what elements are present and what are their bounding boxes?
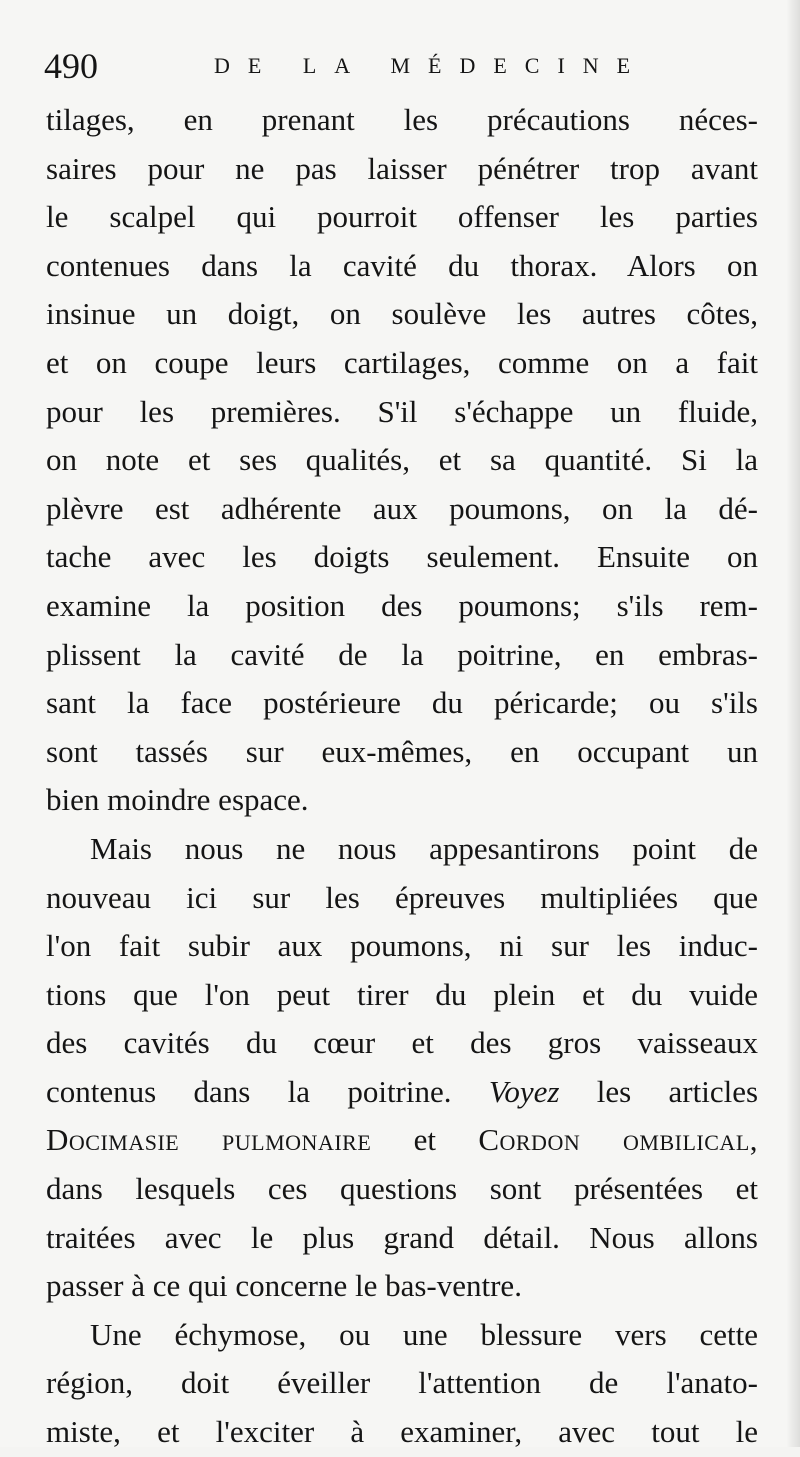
italic-word: Voyez: [488, 1073, 560, 1109]
text-line: tions que l'on peut tirer du plein et du vuide: [46, 976, 758, 1012]
text-line: le scalpel qui pourroit offenser les parties: [46, 199, 758, 235]
text-line: l'on fait subir aux poumons, ni sur les induc-: [46, 928, 758, 964]
text-line: on note et ses qualités, et sa quantité. Si la: [46, 442, 758, 478]
text-line: plèvre est adhérente aux poumons, on la dé-: [46, 490, 758, 526]
text-line-with-small-caps: [46, 1116, 758, 1165]
text-line: et on coupe leurs cartilages, comme on a fait: [46, 344, 758, 380]
text-line: tache avec les doigts seulement. Ensuite on: [46, 539, 758, 575]
text-line: contenues dans la cavité du thorax. Alors on: [46, 247, 758, 283]
body-text: [46, 96, 758, 1457]
text-segment: contenus dans la poitrine.: [46, 1073, 452, 1109]
text-line: insinue un doigt, on soulève les autres côtes,: [46, 296, 758, 332]
text-line: des cavités du cœur et des gros vaisseaux: [46, 1025, 758, 1061]
text-line: traitées avec le plus grand détail. Nous allons: [46, 1219, 758, 1255]
text-line: nouveau ici sur les épreuves multipliées que: [46, 879, 758, 915]
text-line: dans lesquels ces questions sont présentées et: [46, 1171, 758, 1207]
text-line: examine la position des poumons; s'ils rem-: [46, 587, 758, 623]
text-line: Une échymose, ou une blessure vers cette: [90, 1316, 758, 1352]
text-line: pour les premières. S'il s'échappe un fluide,: [46, 393, 758, 429]
small-caps-term: Docimasie pulmonaire: [46, 1122, 372, 1158]
text-line-with-italic: [46, 1068, 758, 1117]
text-line: saires pour ne pas laisser pénétrer trop avant: [46, 150, 758, 186]
text-line: tilages, en prenant les précautions néces-: [46, 102, 758, 137]
text-line: sont tassés sur eux-mêmes, en occupant un: [46, 733, 758, 769]
text-line: Mais nous ne nous appesantirons point de: [90, 830, 758, 866]
text-line: bien moindre espace.: [46, 782, 309, 818]
text-segment: et: [413, 1122, 436, 1158]
text-line: plissent la cavité de la poitrine, en embras-: [46, 636, 758, 672]
text-line: région, doit éveiller l'attention de l'anato-: [46, 1365, 758, 1401]
small-caps-term: Cordon ombilical,: [478, 1122, 759, 1158]
text-segment: les articles: [596, 1073, 759, 1109]
page-header: [44, 44, 774, 88]
page-edge-shadow: [786, 0, 800, 1447]
text-line: miste, et l'exciter à examiner, avec tout le: [46, 1414, 758, 1450]
text-line: sant la face postérieure du péricarde; ou s'ils: [46, 685, 758, 721]
page-number: 490: [44, 46, 98, 86]
text-line: passer à ce qui concerne le bas-ventre.: [46, 1268, 522, 1304]
running-title: DE LA MÉDECINE: [214, 53, 649, 78]
